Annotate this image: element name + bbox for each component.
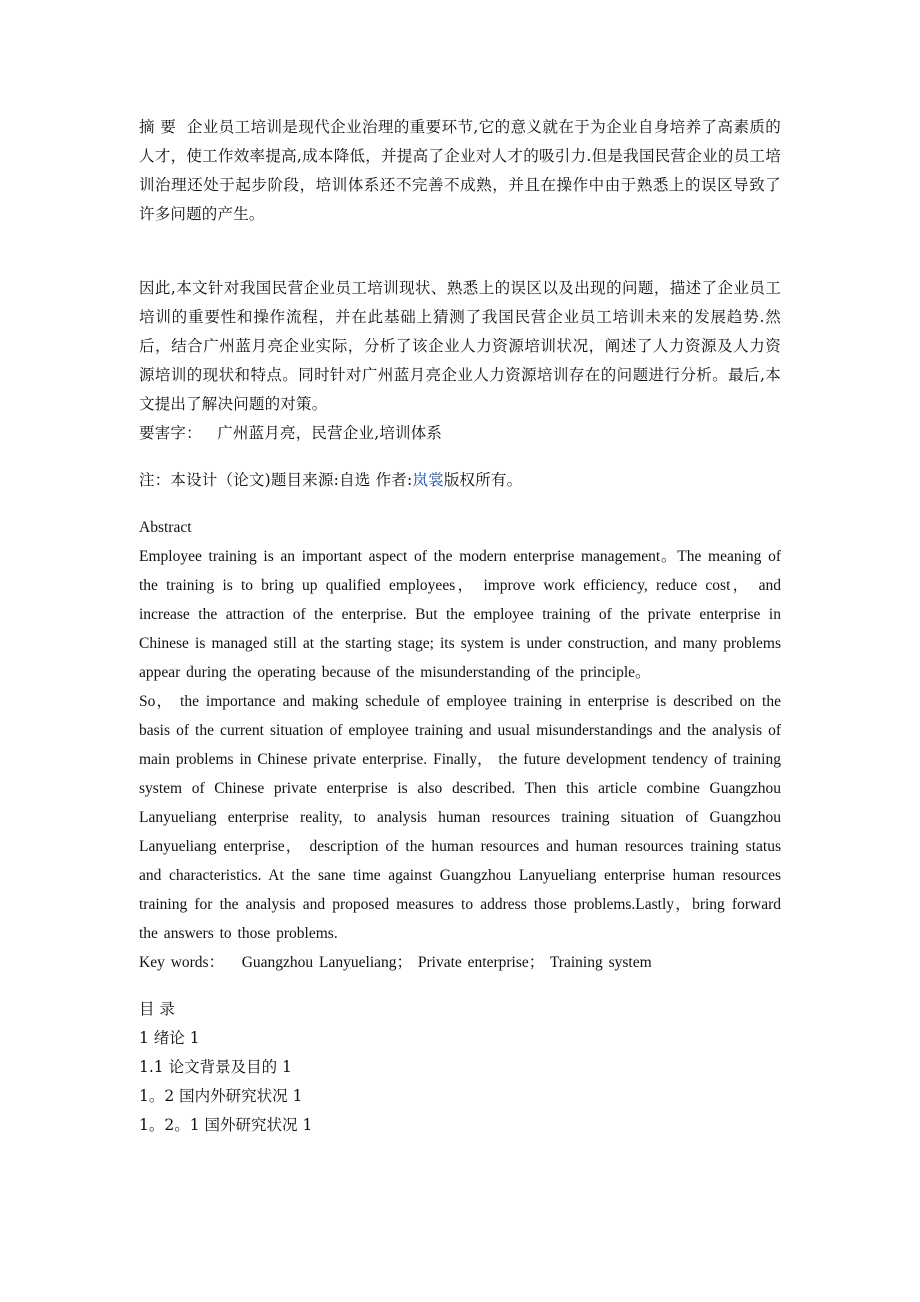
- abstract-en-heading: Abstract: [139, 519, 192, 536]
- abstract-cn-heading: 摘 要: [139, 118, 177, 136]
- keywords-en: [139, 948, 781, 977]
- toc-item[interactable]: 1 绪论 1: [139, 1029, 200, 1047]
- document-page: [139, 113, 781, 1140]
- toc-item[interactable]: 1。2。1 国外研究状况 1: [139, 1116, 313, 1134]
- toc-item[interactable]: 1.1 论文背景及目的 1: [139, 1058, 292, 1076]
- keywords-cn: [139, 419, 781, 448]
- keywords-en-label: Key words：: [139, 954, 225, 971]
- abstract-en-text-2: So， the importance and making schedule of employee training in enterprise is described on the basis of the current situation of employee training and usual misunderstandings and the analysis of main problems in Chinese private enterprise. Finally， the future development tendency of training system of Chinese private enterprise is also described. Then this article combine Guangzhou Lanyueliang enterprise reality, to analysis human resources training situation of Guangzhou Lanyueliang enterprise， description of the human resources and human resources training status and characteristics. At the sane time against Guangzhou Lanyueliang enterprise human resources training for the analysis and proposed measures to address those problems.Lastly，bring forward the answers to those problems.: [139, 693, 781, 942]
- toc-heading: 目 录: [139, 1000, 175, 1018]
- abstract-cn-text-2: 因此,本文针对我国民营企业员工培训现状、熟悉上的误区以及出现的问题，描述了企业员工培训的重要性和操作流程，并在此基础上猜测了我国民营企业员工培训未来的发展趋势.然后，结合广州蓝月亮企业实际，分析了该企业人力资源培训状况，阐述了人力资源及人力资源培训的现状和特点。同时针对广州蓝月亮企业人力资源培训存在的问题进行分析。最后,本文提出了解决问题的对策。: [139, 279, 781, 413]
- source-note-prefix: 注：本设计（论文)题目来源:自选 作者:: [139, 471, 413, 489]
- keywords-cn-label: 要害字：: [139, 424, 202, 442]
- abstract-cn-text-1: 企业员工培训是现代企业治理的重要环节,它的意义就在于为企业自身培养了高素质的人才，使工作效率提高,成本降低，并提高了企业对人才的吸引力.但是我国民营企业的员工培训治理还处于起步阶段，培训体系还不完善不成熟，并且在操作中由于熟悉上的误区导致了许多问题的产生。: [139, 118, 782, 223]
- keywords-en-value: Guangzhou Lanyueliang； Private enterprise； Training system: [241, 954, 652, 971]
- keywords-cn-value: 广州蓝月亮，民营企业,培训体系: [217, 424, 443, 442]
- source-note-suffix: 版权所有。: [443, 471, 523, 489]
- source-note: [139, 466, 781, 495]
- abstract-cn-paragraph: [139, 113, 781, 229]
- abstract-en-text-1: Employee training is an important aspect of the modern enterprise management。The meaning of the training is to bring up qualified employees， improve work efficiency, reduce cost， and increase the attraction of the enterprise. But the employee training of the private enterprise in Chinese is managed still at the starting stage; its system is under construction, and many problems appear during the operating because of the misunderstanding of the principle。: [139, 548, 781, 681]
- toc-item[interactable]: 1。2 国内外研究状况 1: [139, 1087, 303, 1105]
- author-link[interactable]: 岚裳: [412, 471, 444, 489]
